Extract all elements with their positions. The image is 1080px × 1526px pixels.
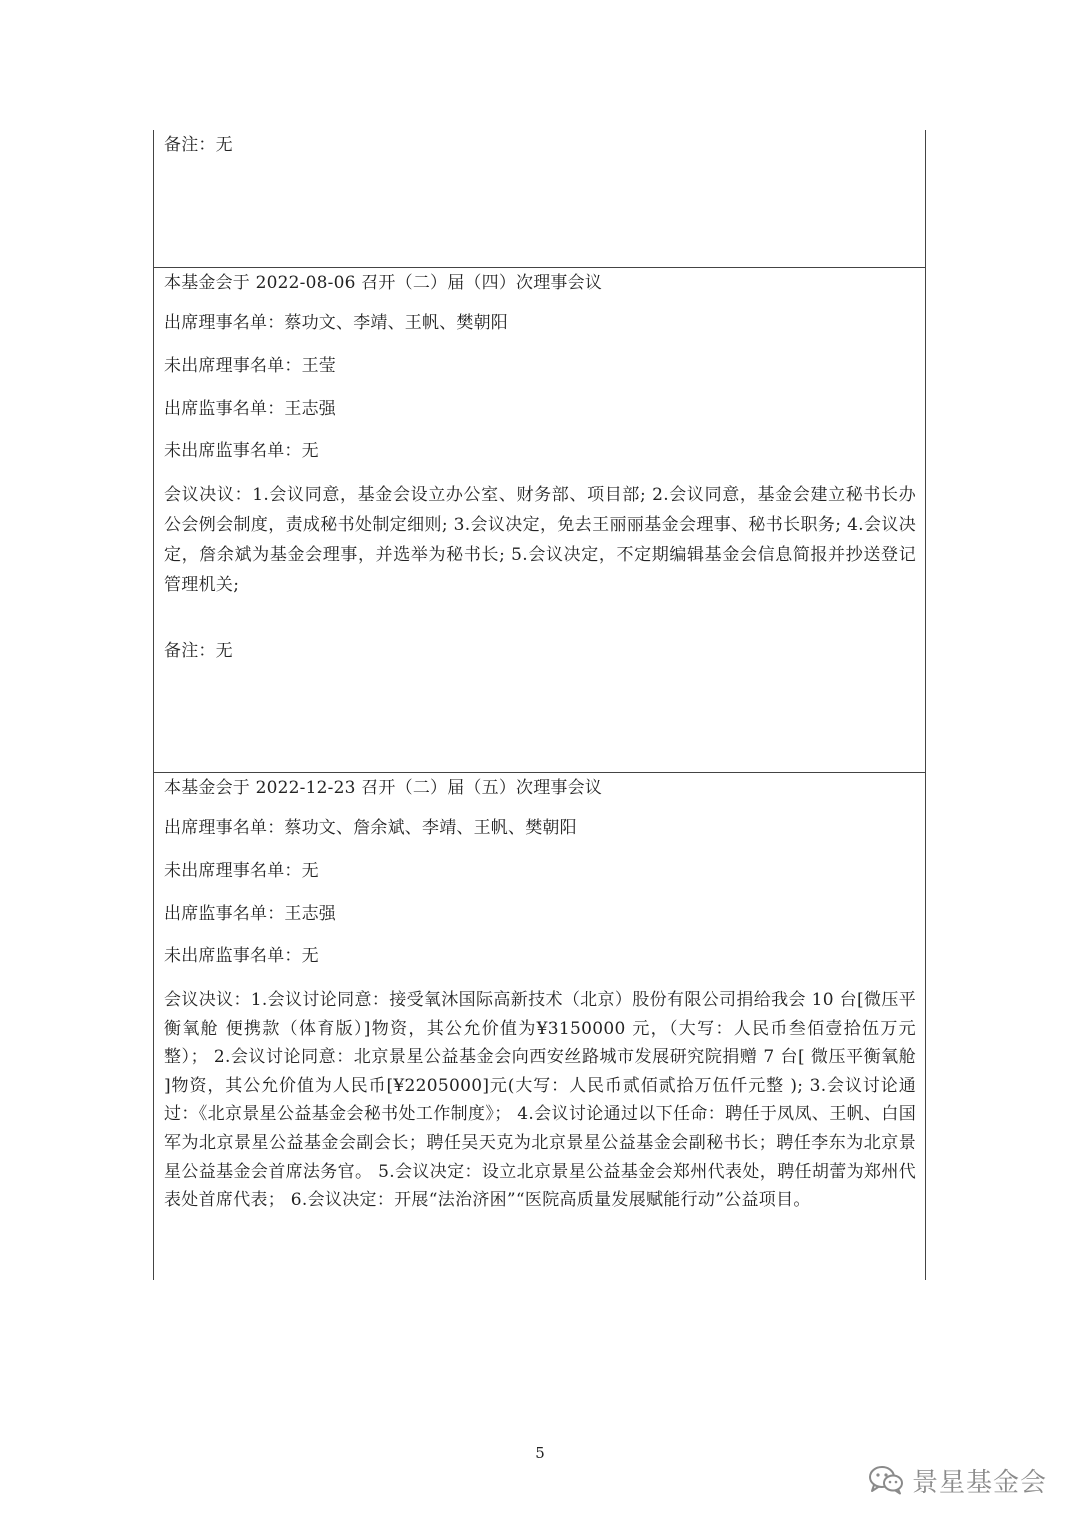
table-right-border [925, 130, 926, 1280]
attending-supervisors: 出席监事名单：王志强 [164, 399, 336, 419]
table-left-border [153, 130, 154, 1280]
meeting-resolution: 会议决议：1.会议同意，基金会设立办公室、财务部、项目部; 2.会议同意，基金会建立秘书长办公会例会制度，责成秘书处制定细则; 3.会议决定，免去王丽丽基金会理事、秘书长职务; 4.会议决定，詹余斌为基金会理事，并选举为秘书长; 5.会议决定，不定期编辑基金会信息简报并抄送登记管理机关; [164, 485, 916, 595]
watermark [868, 1460, 1047, 1500]
meeting-heading: 本基金会于 2022-08-06 召开（二）届（四）次理事会议 [164, 273, 603, 293]
remark-line: 备注：无 [164, 641, 233, 661]
page-number: 5 [535, 1444, 545, 1462]
attending-directors: 出席理事名单：蔡功文、李靖、王帆、樊朝阳 [164, 313, 508, 333]
wechat-icon [868, 1465, 904, 1495]
table-row-divider [153, 772, 926, 773]
remark-line: 备注：无 [164, 135, 233, 155]
absent-directors: 未出席理事名单：王莹 [164, 356, 336, 376]
absent-supervisors: 未出席监事名单：无 [164, 946, 319, 966]
table-row-divider [153, 267, 926, 268]
attending-supervisors: 出席监事名单：王志强 [164, 904, 336, 924]
attending-directors: 出席理事名单：蔡功文、詹余斌、李靖、王帆、樊朝阳 [164, 818, 577, 838]
watermark-text: 景星基金会 [912, 1467, 1048, 1498]
meeting-heading: 本基金会于 2022-12-23 召开（二）届（五）次理事会议 [164, 778, 603, 798]
absent-directors: 未出席理事名单：无 [164, 861, 319, 881]
absent-supervisors: 未出席监事名单：无 [164, 441, 319, 461]
meeting-resolution: 会议决议：1.会议讨论同意：接受氧沐国际高新技术（北京）股份有限公司捐给我会 10 台[微压平衡氧舱 便携款（体育版）]物资，其公允价值为¥3150000 元，（大写：人民币叁佰壹拾伍万元整）； 2.会议讨论同意：北京景星公益基金会向西安丝路城市发展研究院捐赠 7 台[ 微压平衡氧舱 ]物资，其公允价值为人民币[¥2205000]元(大写：人民币贰佰贰拾万伍仟元整 ); 3.会议讨论通过：《北京景星公益基金会秘书处工作制度》； 4.会议讨论通过以下任命：聘任于凤凤、王帆、白国军为北京景星公益基金会副会长；聘任吴天克为北京景星公益基金会副秘书长；聘任李东为北京景星公益基金会首席法务官。 5.会议决定：设立北京景星公益基金会郑州代表处，聘任胡蕾为郑州代表处首席代表； 6.会议决定：开展“法治济困”“医院高质量发展赋能行动”公益项目。 [164, 990, 916, 1211]
